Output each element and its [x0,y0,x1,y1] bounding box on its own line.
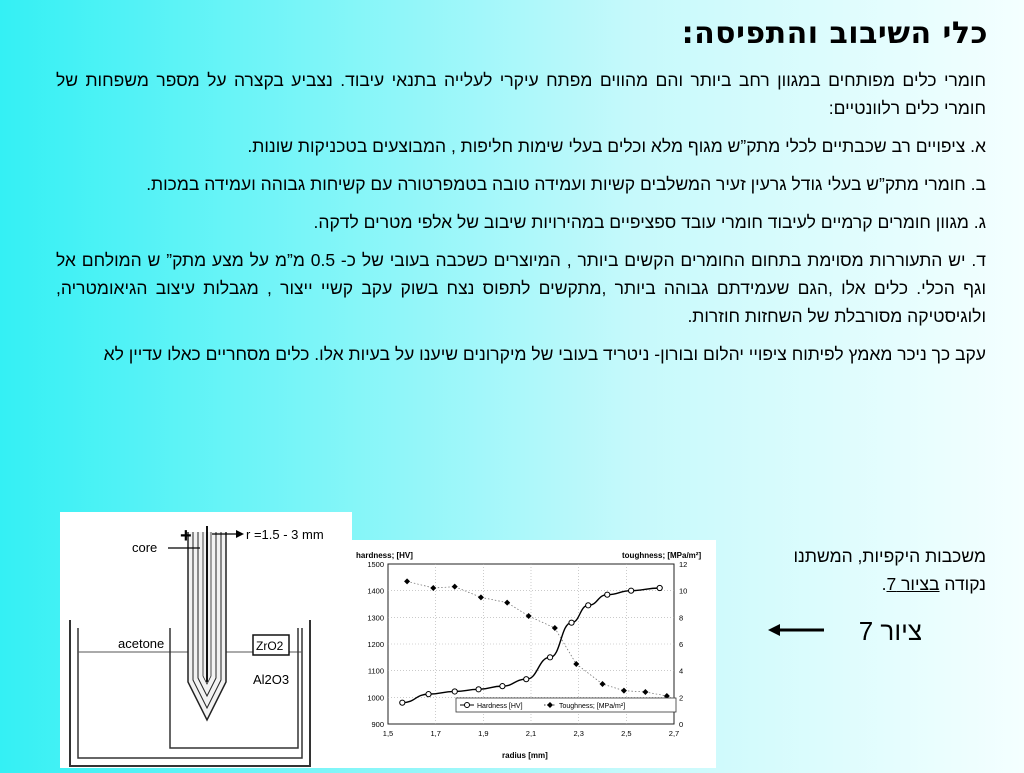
x-tick-label: 2,7 [668,729,680,738]
y-right-tick-label: 4 [679,666,684,676]
figure-7-callout [768,614,928,650]
hardness-point [500,684,505,689]
x-tick-label: 2,3 [573,729,584,738]
hardness-point [524,677,529,682]
page-title: כלי השיבוב והתפיסה: [681,16,988,51]
radius-arrowhead [236,530,244,538]
y-right-tick-label: 12 [679,560,688,569]
hardness-point [605,592,610,597]
plus-sign: + [180,525,192,547]
paragraph-intro: חומרי כלים מפותחים במגוון רחב ביותר והם מהווים מפתח עיקרי לעלייה בתנאי עיבוד. נצביע בקצרה על מספר משפחות של חומרי כלים רלוונטיים: [56,70,986,118]
legend-toughness-label: Toughness; [MPa/m²] [559,703,626,710]
figure-7-link[interactable]: בציור 7 [886,574,940,594]
y-right-tick-label: 8 [679,613,684,623]
toughness-point [452,584,458,590]
x-tick-label: 1,7 [430,729,441,738]
x-tick-label: 2,5 [621,729,632,738]
y-left-tick-label: 1200 [367,640,384,649]
hardness-point [586,603,591,608]
y-right-tick-label: 0 [679,720,684,729]
electrode-diagram [60,512,352,768]
acetone-label: acetone [118,636,165,651]
core-label: core [132,540,158,555]
paragraph-c: ג. מגוון חומרים קרמיים לעיבוד חומרי עובד ספציפיים במהירויות שיבוב של אלפי מטרים לדקה. [313,212,986,232]
y-right-label: toughness; [MPa/m²] [622,551,702,560]
figure-7-label: ציור 7 [858,616,922,646]
toughness-point [600,681,606,687]
al2o3-label: Al2O3 [253,672,290,687]
y-left-tick-label: 1300 [367,613,384,623]
y-left-tick-label: 1400 [367,586,384,596]
toughness-line [407,581,667,696]
left-arrow-icon [768,614,828,650]
core-electrode [188,526,226,720]
paragraph-last-line3: משכבות היקפיות, המשתנו [793,546,986,566]
paragraph-d: ד. יש התעוררות מסוימת בתחום החומרים הקשים ביותר , המיוצרים כשכבה בעובי של כ- 0.5 מ”מ על מצע מתק” ש המולחם אל וגף הכלי. כלים אלו ,הגם שעמידתם גבוהה ביותר ,מתקשים לתפוס נצח בשוק עקב קשיי ייצור , מגבלות עיצוב הגיאומטריה, ולוגיסטיקה מסורבלת של השחזות חוזרות. [56,250,986,326]
paragraph-a: א. ציפויים רב שכבתיים לכלי מתק”ש מגוף מלא וכלים בעלי שימות חליפות , המבוצעים בטכניקות שונות. [247,136,986,156]
toughness-point [404,578,410,584]
y-left-tick-label: 1000 [367,693,384,703]
toughness-point [478,594,484,600]
y-left-tick-label: 1100 [367,666,384,676]
hardness-point [452,689,457,694]
x-tick-label: 1,9 [478,729,489,738]
paragraph-last [56,340,986,452]
paragraph-last-line4: נקודה בציור 7. [881,574,986,594]
x-tick-label: 1,5 [382,729,394,738]
electrode-diagram-svg [60,512,352,768]
toughness-point [642,689,648,695]
toughness-point [504,600,510,606]
paragraph-b: ב. חומרי מתק”ש בעלי גודל גרעין זעיר המשלבים קשיות ועמידה טובה בטמפרטורה עם קשיחות גבוהה ועמידה במכות. [146,174,986,194]
chart-svg [352,540,716,768]
legend [456,698,676,712]
toughness-point [621,688,627,694]
hardness-point [547,655,552,660]
hardness-point [569,620,574,625]
y-left-tick-label: 1500 [367,560,384,569]
legend-hardness-label: Hardness [HV] [477,703,523,710]
hardness-point [426,692,431,697]
y-right-tick-label: 6 [679,640,684,649]
paragraph-last-text: עקב כך ניכר מאמץ לפיתוח ציפויי יהלום ובורון- ניטריד בעובי של מיקרונים שיענו על בעיות אלו. כלים מסחריים כאלו עדיין לא [103,344,986,364]
hardness-point [657,585,662,590]
x-axis-label: radius [mm] [502,751,548,760]
body-text [56,66,986,452]
paragraph-last-tail [686,542,986,598]
radius-label: r =1.5 - 3 mm [246,527,324,542]
y-left-label: hardness; [HV] [356,551,413,560]
y-left-tick-label: 900 [371,720,384,729]
hardness-point [629,588,634,593]
toughness-point [552,625,558,631]
hardness-toughness-chart [352,540,716,768]
zro2-label: ZrO2 [256,639,284,653]
x-tick-label: 2,1 [525,729,537,738]
legend-hardness-marker [465,703,470,708]
y-right-tick-label: 10 [679,586,688,596]
y-right-tick-label: 2 [679,693,684,703]
hardness-point [476,687,481,692]
hardness-point [400,700,405,705]
